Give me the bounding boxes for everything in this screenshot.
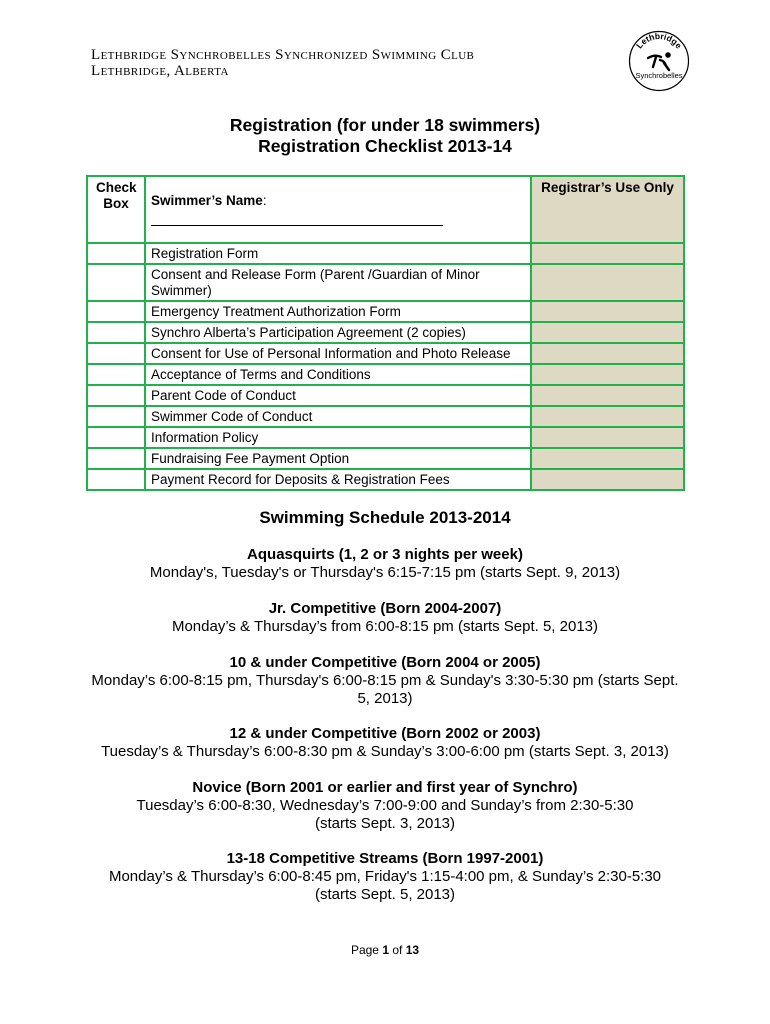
schedule-group-heading: Novice (Born 2001 or earlier and first year of Synchro) — [192, 779, 578, 796]
svg-text:Lethbridge — [634, 31, 684, 51]
check-box-header: Check Box — [87, 176, 145, 243]
checkbox-cell[interactable] — [87, 385, 145, 406]
checkbox-cell[interactable] — [87, 406, 145, 427]
table-row — [87, 469, 684, 490]
table-row — [87, 243, 684, 264]
checklist-header-row — [87, 176, 684, 243]
registrar-cell — [531, 406, 684, 427]
schedule-group-detail: Monday’s 6:00-8:15 pm, Thursday's 6:00-8:15 pm & Sunday's 3:30-5:30 pm (starts Sept. 5, 2013) — [91, 672, 679, 707]
schedule-group-detail: Monday's, Tuesday's or Thursday's 6:15-7:15 pm (starts Sept. 9, 2013) — [149, 564, 621, 581]
checkbox-cell[interactable] — [87, 322, 145, 343]
checklist-item: Consent and Release Form (Parent /Guardian of Minor Swimmer) — [145, 264, 531, 301]
current-page: 1 — [382, 943, 389, 957]
schedule-group-detail: Monday’s & Thursday’s 6:00-8:45 pm, Friday's 1:15-4:00 pm, & Sunday’s 2:30-5:30 (starts Sept. 5, 2013) — [108, 868, 662, 903]
checkbox-cell[interactable] — [87, 448, 145, 469]
checklist-item: Emergency Treatment Authorization Form — [145, 301, 531, 322]
club-header — [91, 47, 474, 79]
table-row — [87, 427, 684, 448]
registrar-cell — [531, 427, 684, 448]
schedule-group — [90, 654, 680, 708]
club-name: Lethbridge Synchrobelles Synchronized Swimming Club — [91, 47, 475, 63]
checkbox-cell[interactable] — [87, 427, 145, 448]
table-row — [87, 343, 684, 364]
registrar-cell — [531, 264, 684, 301]
checkbox-cell[interactable] — [87, 243, 145, 264]
checkbox-cell[interactable] — [87, 343, 145, 364]
checklist-item: Synchro Alberta’s Participation Agreement (2 copies) — [145, 322, 531, 343]
registration-checklist — [86, 175, 685, 491]
checklist-item: Fundraising Fee Payment Option — [145, 448, 531, 469]
swimmer-name-cell: Swimmer’s Name: — [145, 176, 531, 243]
schedule-group — [90, 725, 680, 761]
page-footer: Page 1 of 13 — [350, 943, 420, 957]
registrar-cell — [531, 322, 684, 343]
checkbox-cell[interactable] — [87, 301, 145, 322]
schedule-group — [90, 779, 680, 833]
checkbox-cell[interactable] — [87, 364, 145, 385]
registrar-cell — [531, 301, 684, 322]
synchrobelles-logo — [628, 30, 690, 92]
checklist-item: Consent for Use of Personal Information and Photo Release — [145, 343, 531, 364]
club-location: Lethbridge, Alberta — [91, 63, 229, 79]
table-row — [87, 385, 684, 406]
checklist-item: Payment Record for Deposits & Registration Fees — [145, 469, 531, 490]
table-row — [87, 264, 684, 301]
schedule-group-detail: Monday’s & Thursday’s from 6:00-8:15 pm (starts Sept. 5, 2013) — [171, 618, 599, 635]
registrar-cell — [531, 448, 684, 469]
page-subtitle: Registration Checklist 2013-14 — [258, 136, 512, 156]
logo-bottom-text: Synchrobelles — [635, 71, 683, 80]
checklist-item: Information Policy — [145, 427, 531, 448]
registrar-cell — [531, 469, 684, 490]
checklist-item: Acceptance of Terms and Conditions — [145, 364, 531, 385]
logo-top-text: Lethbridge — [634, 30, 684, 51]
checkbox-cell[interactable] — [87, 264, 145, 301]
checklist-item: Registration Form — [145, 243, 531, 264]
checkbox-cell[interactable] — [87, 469, 145, 490]
table-row — [87, 301, 684, 322]
schedule-group — [90, 546, 680, 582]
swimmer-name-label: Swimmer’s Name — [151, 193, 263, 208]
schedule-group-detail: Tuesday’s 6:00-8:30, Wednesday’s 7:00-9:00 and Sunday’s from 2:30-5:30 (starts Sept. 3, 2013) — [136, 797, 634, 832]
registrar-cell — [531, 364, 684, 385]
schedule-group — [90, 850, 680, 904]
table-row — [87, 406, 684, 427]
schedule-title: Swimming Schedule 2013-2014 — [259, 508, 511, 527]
table-row — [87, 364, 684, 385]
schedule-group-heading: 12 & under Competitive (Born 2002 or 2003) — [229, 725, 541, 742]
schedule-group-heading: 10 & under Competitive (Born 2004 or 2005) — [229, 654, 541, 671]
schedule-group-detail: Tuesday’s & Thursday’s 6:00-8:30 pm & Sunday’s 3:00-6:00 pm (starts Sept. 3, 2013) — [101, 743, 669, 760]
schedule-group-heading: Jr. Competitive (Born 2004-2007) — [268, 600, 502, 617]
registrar-cell — [531, 385, 684, 406]
schedule-group-heading: 13-18 Competitive Streams (Born 1997-2001) — [226, 850, 544, 867]
swimmer-name-field[interactable] — [151, 211, 443, 226]
registrar-cell — [531, 343, 684, 364]
table-row — [87, 322, 684, 343]
table-row — [87, 448, 684, 469]
checklist-item: Swimmer Code of Conduct — [145, 406, 531, 427]
schedule-group-heading: Aquasquirts (1, 2 or 3 nights per week) — [247, 546, 523, 563]
checklist-item: Parent Code of Conduct — [145, 385, 531, 406]
registrar-header: Registrar’s Use Only — [531, 176, 684, 243]
total-pages: 13 — [405, 943, 420, 957]
schedule-group — [90, 600, 680, 636]
page-title: Registration (for under 18 swimmers) — [229, 115, 541, 135]
registrar-cell — [531, 243, 684, 264]
